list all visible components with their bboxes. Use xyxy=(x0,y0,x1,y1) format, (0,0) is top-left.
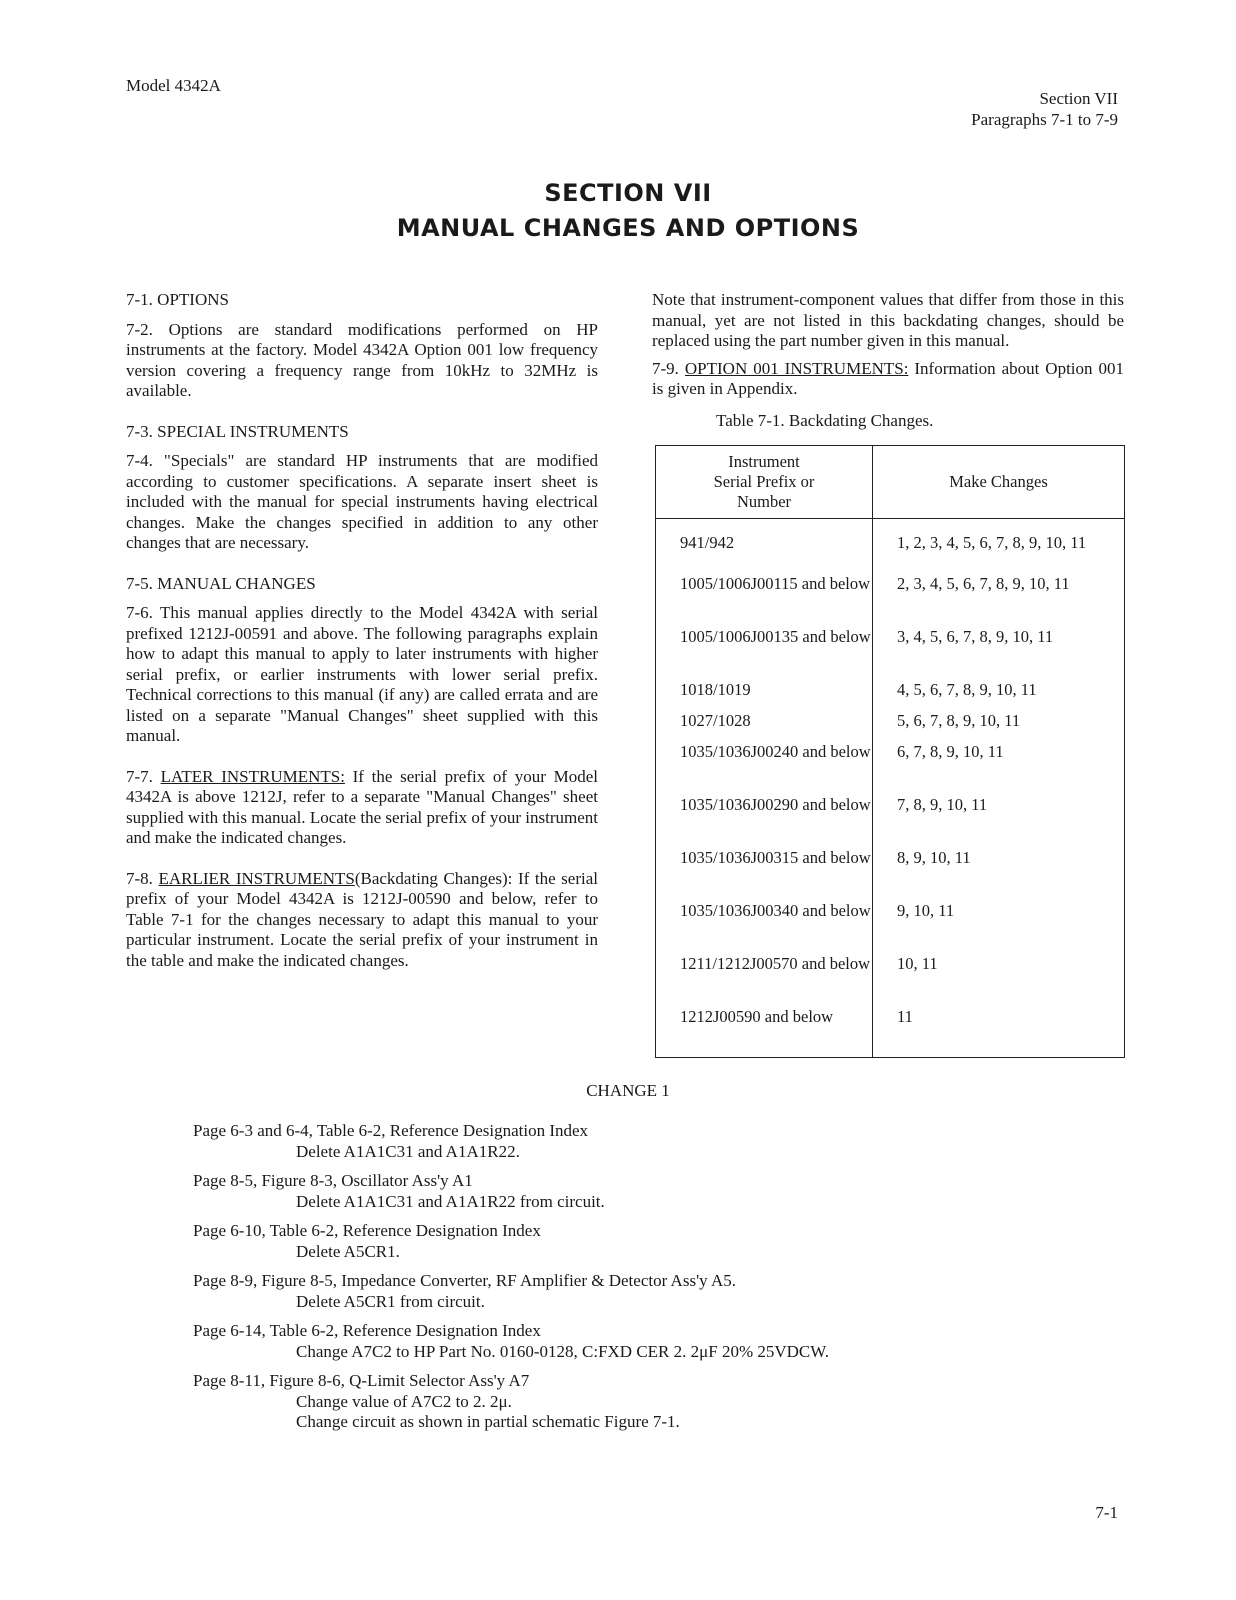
heading-manual-changes: 7-5. MANUAL CHANGES xyxy=(126,573,316,593)
changes-cell: 6, 7, 8, 9, 10, 11 xyxy=(873,739,1125,792)
change-action: Delete A1A1C31 and A1A1R22. xyxy=(296,1141,520,1161)
table-row xyxy=(656,519,1125,572)
paragraph-7-2: 7-2. Options are standard modifications performed on HP instruments at the factory. Model 4342A Option 001 low frequency version covering a frequency range from 10kHz to 32MHz is available. xyxy=(126,319,598,400)
changes-cell: 8, 9, 10, 11 xyxy=(873,845,1125,898)
paragraph-7-9-text: Information about Option 001 is given in Appendix. xyxy=(652,358,1125,398)
paragraph-note: Note that instrument-component values that differ from those in this manual, yet are not listed in this backdating changes, should be replaced using the part number given in this manual. xyxy=(652,290,1124,350)
table-row xyxy=(656,1004,1125,1058)
paragraph-7-7-number: 7-7. xyxy=(126,766,153,786)
table-header-row xyxy=(656,446,1125,519)
serial-cell: 1035/1036J00290 and below xyxy=(656,792,873,845)
header-paragraphs: Paragraphs 7-1 to 7-9 xyxy=(971,110,1118,129)
changes-cell: 3, 4, 5, 6, 7, 8, 9, 10, 11 xyxy=(873,624,1125,677)
serial-cell: 941/942 xyxy=(656,519,873,572)
heading-special-instruments: 7-3. SPECIAL INSTRUMENTS xyxy=(126,421,349,441)
table-caption: Table 7-1. Backdating Changes. xyxy=(716,410,934,430)
change-item xyxy=(193,1271,1093,1312)
earlier-instruments-title: EARLIER INSTRUMENTS xyxy=(158,868,355,888)
option-001-title: OPTION 001 INSTRUMENTS: xyxy=(684,358,909,378)
serial-cell: 1212J00590 and below xyxy=(656,1004,873,1058)
serial-cell: 1035/1036J00240 and below xyxy=(656,739,873,792)
table-row xyxy=(656,677,1125,708)
change-action: Change circuit as shown in partial schematic Figure 7-1. xyxy=(296,1412,680,1431)
paragraph-7-7 xyxy=(126,767,598,849)
header-section: Section VII xyxy=(1039,89,1118,108)
serial-cell: 1211/1212J00570 and below xyxy=(656,951,873,1004)
paragraph-7-4: 7-4. "Specials" are standard HP instruments that are modified according to customer specifications. A separate insert sheet is included with the manual for special instruments having electrical changes. Make the changes specified in addition to any other changes that are necessary. xyxy=(126,451,598,552)
change-item xyxy=(193,1121,1093,1162)
change-1-title: CHANGE 1 xyxy=(586,1081,670,1100)
table-row xyxy=(656,708,1125,739)
header-model: Model 4342A xyxy=(126,76,221,95)
serial-cell: 1027/1028 xyxy=(656,708,873,739)
left-column xyxy=(126,290,598,991)
paragraph-7-6: 7-6. This manual applies directly to the Model 4342A with serial prefixed 1212J-00591 and above. The following paragraphs explain how to adapt this manual to apply to later instruments with higher serial prefix, or earlier instruments with lower serial prefix. Technical corrections to this manual (if any) are called errata and are listed on a separate "Manual Changes" sheet supplied with this manual. xyxy=(126,603,598,745)
change-reference: Page 8-11, Figure 8-6, Q-Limit Selector Ass'y A7 xyxy=(193,1371,530,1390)
header-make-changes: Make Changes xyxy=(873,446,1125,519)
paragraph-7-8 xyxy=(126,869,598,972)
changes-cell: 2, 3, 4, 5, 6, 7, 8, 9, 10, 11 xyxy=(873,571,1125,624)
paragraph-7-9 xyxy=(652,359,1124,400)
changes-cell: 9, 10, 11 xyxy=(873,898,1125,951)
header-serial-prefix xyxy=(656,446,873,519)
table-row xyxy=(656,951,1125,1004)
section-subtitle: MANUAL CHANGES AND OPTIONS xyxy=(396,214,860,242)
change-1-list xyxy=(193,1121,1093,1442)
paragraph-7-8-text: (Backdating Changes): If the serial prefix of your Model 4342A is 1212J-00590 and below, refer to Table 7-1 for the changes necessary to adapt this manual to your particular instrument. Locate the serial prefix of your instrument in the table and make the indicated changes. xyxy=(126,868,598,970)
changes-cell: 4, 5, 6, 7, 8, 9, 10, 11 xyxy=(873,677,1125,708)
changes-cell: 10, 11 xyxy=(873,951,1125,1004)
change-reference: Page 8-5, Figure 8-3, Oscillator Ass'y A1 xyxy=(193,1171,473,1190)
table-row xyxy=(656,571,1125,624)
changes-cell: 5, 6, 7, 8, 9, 10, 11 xyxy=(873,708,1125,739)
header-serial-line-2: Serial Prefix or xyxy=(713,472,815,491)
later-instruments-title: LATER INSTRUMENTS: xyxy=(160,766,345,786)
changes-cell: 7, 8, 9, 10, 11 xyxy=(873,792,1125,845)
header-section-info xyxy=(971,88,1118,130)
change-item xyxy=(193,1171,1093,1212)
paragraph-7-8-number: 7-8. xyxy=(126,868,153,888)
table-row xyxy=(656,845,1125,898)
changes-cell: 1, 2, 3, 4, 5, 6, 7, 8, 9, 10, 11 xyxy=(873,519,1125,572)
heading-options: 7-1. OPTIONS xyxy=(126,290,229,309)
page-number: 7-1 xyxy=(1095,1503,1118,1522)
section-title: SECTION VII xyxy=(544,179,712,207)
backdating-table xyxy=(655,445,1125,1058)
change-reference: Page 6-3 and 6-4, Table 6-2, Reference Designation Index xyxy=(193,1121,589,1140)
table-row xyxy=(656,739,1125,792)
change-action: Delete A5CR1. xyxy=(296,1241,400,1261)
change-item xyxy=(193,1221,1093,1262)
serial-cell: 1035/1036J00340 and below xyxy=(656,898,873,951)
table-row xyxy=(656,624,1125,677)
change-reference: Page 6-10, Table 6-2, Reference Designation Index xyxy=(193,1221,541,1240)
table-row xyxy=(656,898,1125,951)
header-serial-line-3: Number xyxy=(736,492,792,511)
right-column xyxy=(652,290,1124,1058)
change-item xyxy=(193,1321,1093,1362)
change-action: Change value of A7C2 to 2. 2μ. xyxy=(296,1391,512,1411)
change-reference: Page 8-9, Figure 8-5, Impedance Converter, RF Amplifier & Detector Ass'y A5. xyxy=(193,1271,736,1290)
serial-cell: 1035/1036J00315 and below xyxy=(656,845,873,898)
change-item xyxy=(193,1371,1093,1433)
serial-cell: 1005/1006J00115 and below xyxy=(656,571,873,624)
change-action: Change A7C2 to HP Part No. 0160-0128, C:FXD CER 2. 2μF 20% 25VDCW. xyxy=(296,1341,829,1361)
change-action: Delete A5CR1 from circuit. xyxy=(296,1291,485,1311)
paragraph-7-9-number: 7-9. xyxy=(652,358,679,378)
change-action: Delete A1A1C31 and A1A1R22 from circuit. xyxy=(296,1191,605,1211)
header-serial-line-1: Instrument xyxy=(728,452,800,471)
serial-cell: 1018/1019 xyxy=(656,677,873,708)
table-row xyxy=(656,792,1125,845)
paragraph-7-7-text: If the serial prefix of your Model 4342A is above 1212J, refer to a separate "Manual Changes" sheet supplied with this manual. Locate the serial prefix of your instrument and make the indicated changes. xyxy=(126,766,599,847)
change-reference: Page 6-14, Table 6-2, Reference Designation Index xyxy=(193,1321,541,1340)
changes-cell: 11 xyxy=(873,1004,1125,1058)
serial-cell: 1005/1006J00135 and below xyxy=(656,624,873,677)
